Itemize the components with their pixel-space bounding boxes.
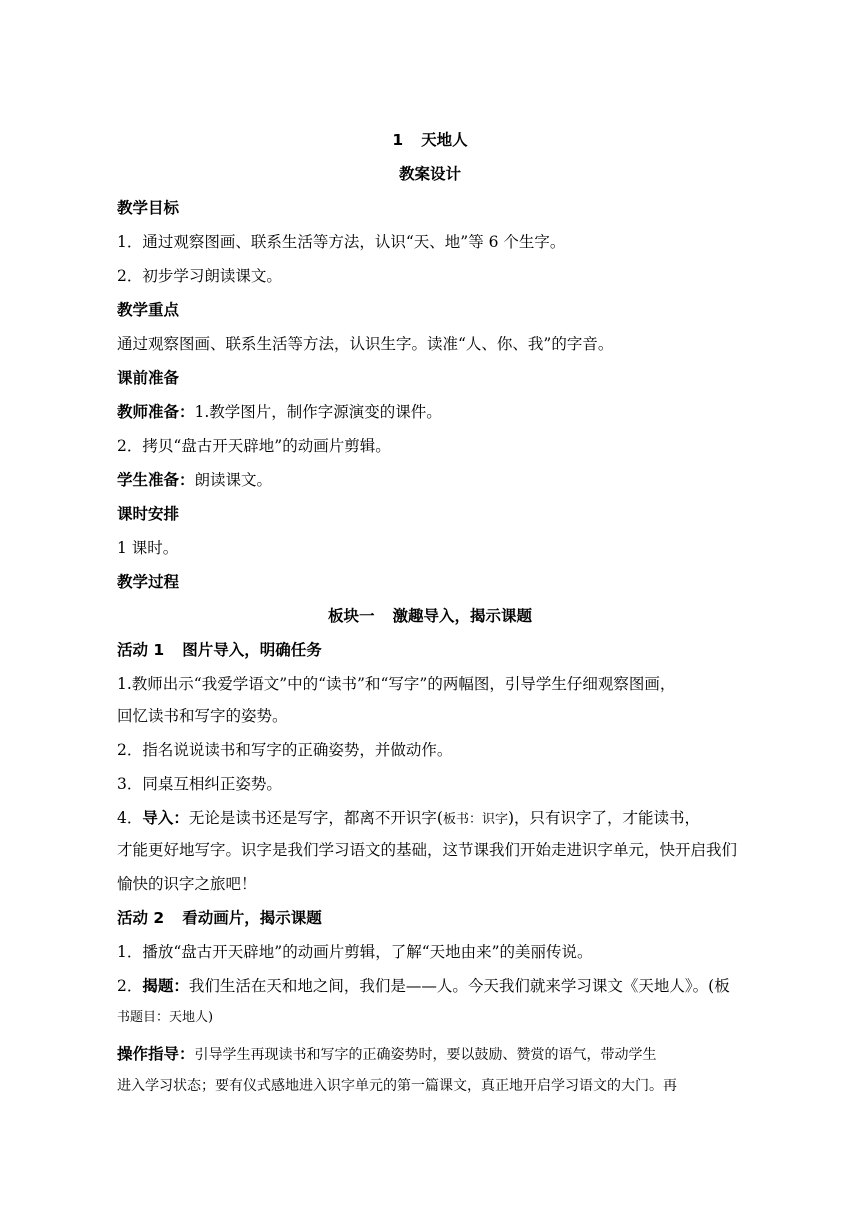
lesson-title xyxy=(0,129,860,151)
teacher-prep-label: 教师准备： xyxy=(117,403,195,421)
page-subtitle: 教案设计 xyxy=(398,165,461,183)
focus-text: 通过观察图画、联系生活等方法，认识生字。读准“人、你、我”的字音。 xyxy=(117,335,614,353)
block-1-label: 板块一 xyxy=(327,607,375,625)
student-prep-label: 学生准备： xyxy=(117,471,195,489)
activity-2-label: 活动 2 xyxy=(117,909,165,927)
teacher-prep-text: 1.教学图片，制作字源演变的课件。 xyxy=(194,403,442,421)
guide-label: 操作指导： xyxy=(117,1045,195,1063)
activity-1-label: 活动 1 xyxy=(117,641,165,659)
para-4-number: 4． xyxy=(117,809,143,827)
guide-line-1 xyxy=(117,1043,777,1066)
activity-1-para-4-line-2: 才能更好地写字。识字是我们学习语文的基础，这节课我们开始走进识字单元，快开启我们 xyxy=(117,841,738,859)
block-1-title: 激趣导入，揭示课题 xyxy=(392,607,533,625)
activity-2-para-2-line-2: 书题目：天地人) xyxy=(117,1010,214,1025)
schedule-heading: 课时安排 xyxy=(117,505,180,523)
activity-1-para-4-line-3: 愉快的识字之旅吧！ xyxy=(117,875,257,893)
para-2-number: 2． xyxy=(117,977,143,995)
activity-1-para-4-line-1 xyxy=(117,807,777,831)
activity-2-para-2-line-1 xyxy=(117,975,777,997)
activity-1-title: 图片导入，明确任务 xyxy=(182,641,322,659)
block-1-heading xyxy=(0,605,860,627)
lesson-title-text: 天地人 xyxy=(421,131,468,149)
guide-text-1: 引导学生再现读书和写字的正确姿势时，要以鼓励、赞赏的语气，带动学生 xyxy=(194,1047,657,1063)
teacher-prep xyxy=(117,401,777,423)
para-2-label: 揭题： xyxy=(142,977,189,995)
para-4-label: 导入： xyxy=(142,809,189,827)
activity-2-heading xyxy=(117,907,777,929)
focus-heading: 教学重点 xyxy=(117,301,180,319)
para-4-text-b: )，只有识字了，才能读书， xyxy=(507,809,701,827)
activity-1-para-1-line-1: 1.教师出示“我爱学语文”中的“读书”和“写字”的两幅图，引导学生仔细观察图画， xyxy=(117,675,676,693)
activity-2-para-1: 1．播放“盘古开天辟地”的动画片剪辑，了解“天地由来”的美丽传说。 xyxy=(117,943,593,961)
para-4-text-a: 无论是读书还是写字，都离不开识字( xyxy=(188,809,443,827)
student-prep-text: 朗读课文。 xyxy=(194,471,273,489)
goals-heading: 教学目标 xyxy=(117,199,180,217)
activity-2-title: 看动画片，揭示课题 xyxy=(182,909,322,927)
activity-1-para-1-line-2: 回忆读书和写字的姿势。 xyxy=(117,707,288,725)
goal-item-2: 2．初步学习朗读课文。 xyxy=(117,267,282,285)
guide-line-2: 进入学习状态；要有仪式感地进入识字单元的第一篇课文，真正地开启学习语文的大门。再 xyxy=(117,1078,677,1094)
goal-item-1: 1．通过观察图画、联系生活等方法，认识“天、地”等 6 个生字。 xyxy=(117,233,566,251)
para-4-board-note: 板书：识字 xyxy=(442,812,508,827)
schedule-text: 1 课时。 xyxy=(117,539,179,557)
teacher-prep-item-2: 2．拷贝“盘古开天辟地”的动画片剪辑。 xyxy=(117,437,391,455)
student-prep xyxy=(117,469,777,491)
lesson-number: 1 xyxy=(392,131,404,149)
activity-1-para-3: 3．同桌互相纠正姿势。 xyxy=(117,775,282,793)
prep-heading: 课前准备 xyxy=(117,369,180,387)
process-heading: 教学过程 xyxy=(117,573,180,591)
activity-1-heading xyxy=(117,639,777,661)
activity-1-para-2: 2．指名说说读书和写字的正确姿势，并做动作。 xyxy=(117,741,453,759)
para-2-text: 我们生活在天和地之间，我们是——人。今天我们就来学习课文《天地人》。(板 xyxy=(188,977,730,995)
